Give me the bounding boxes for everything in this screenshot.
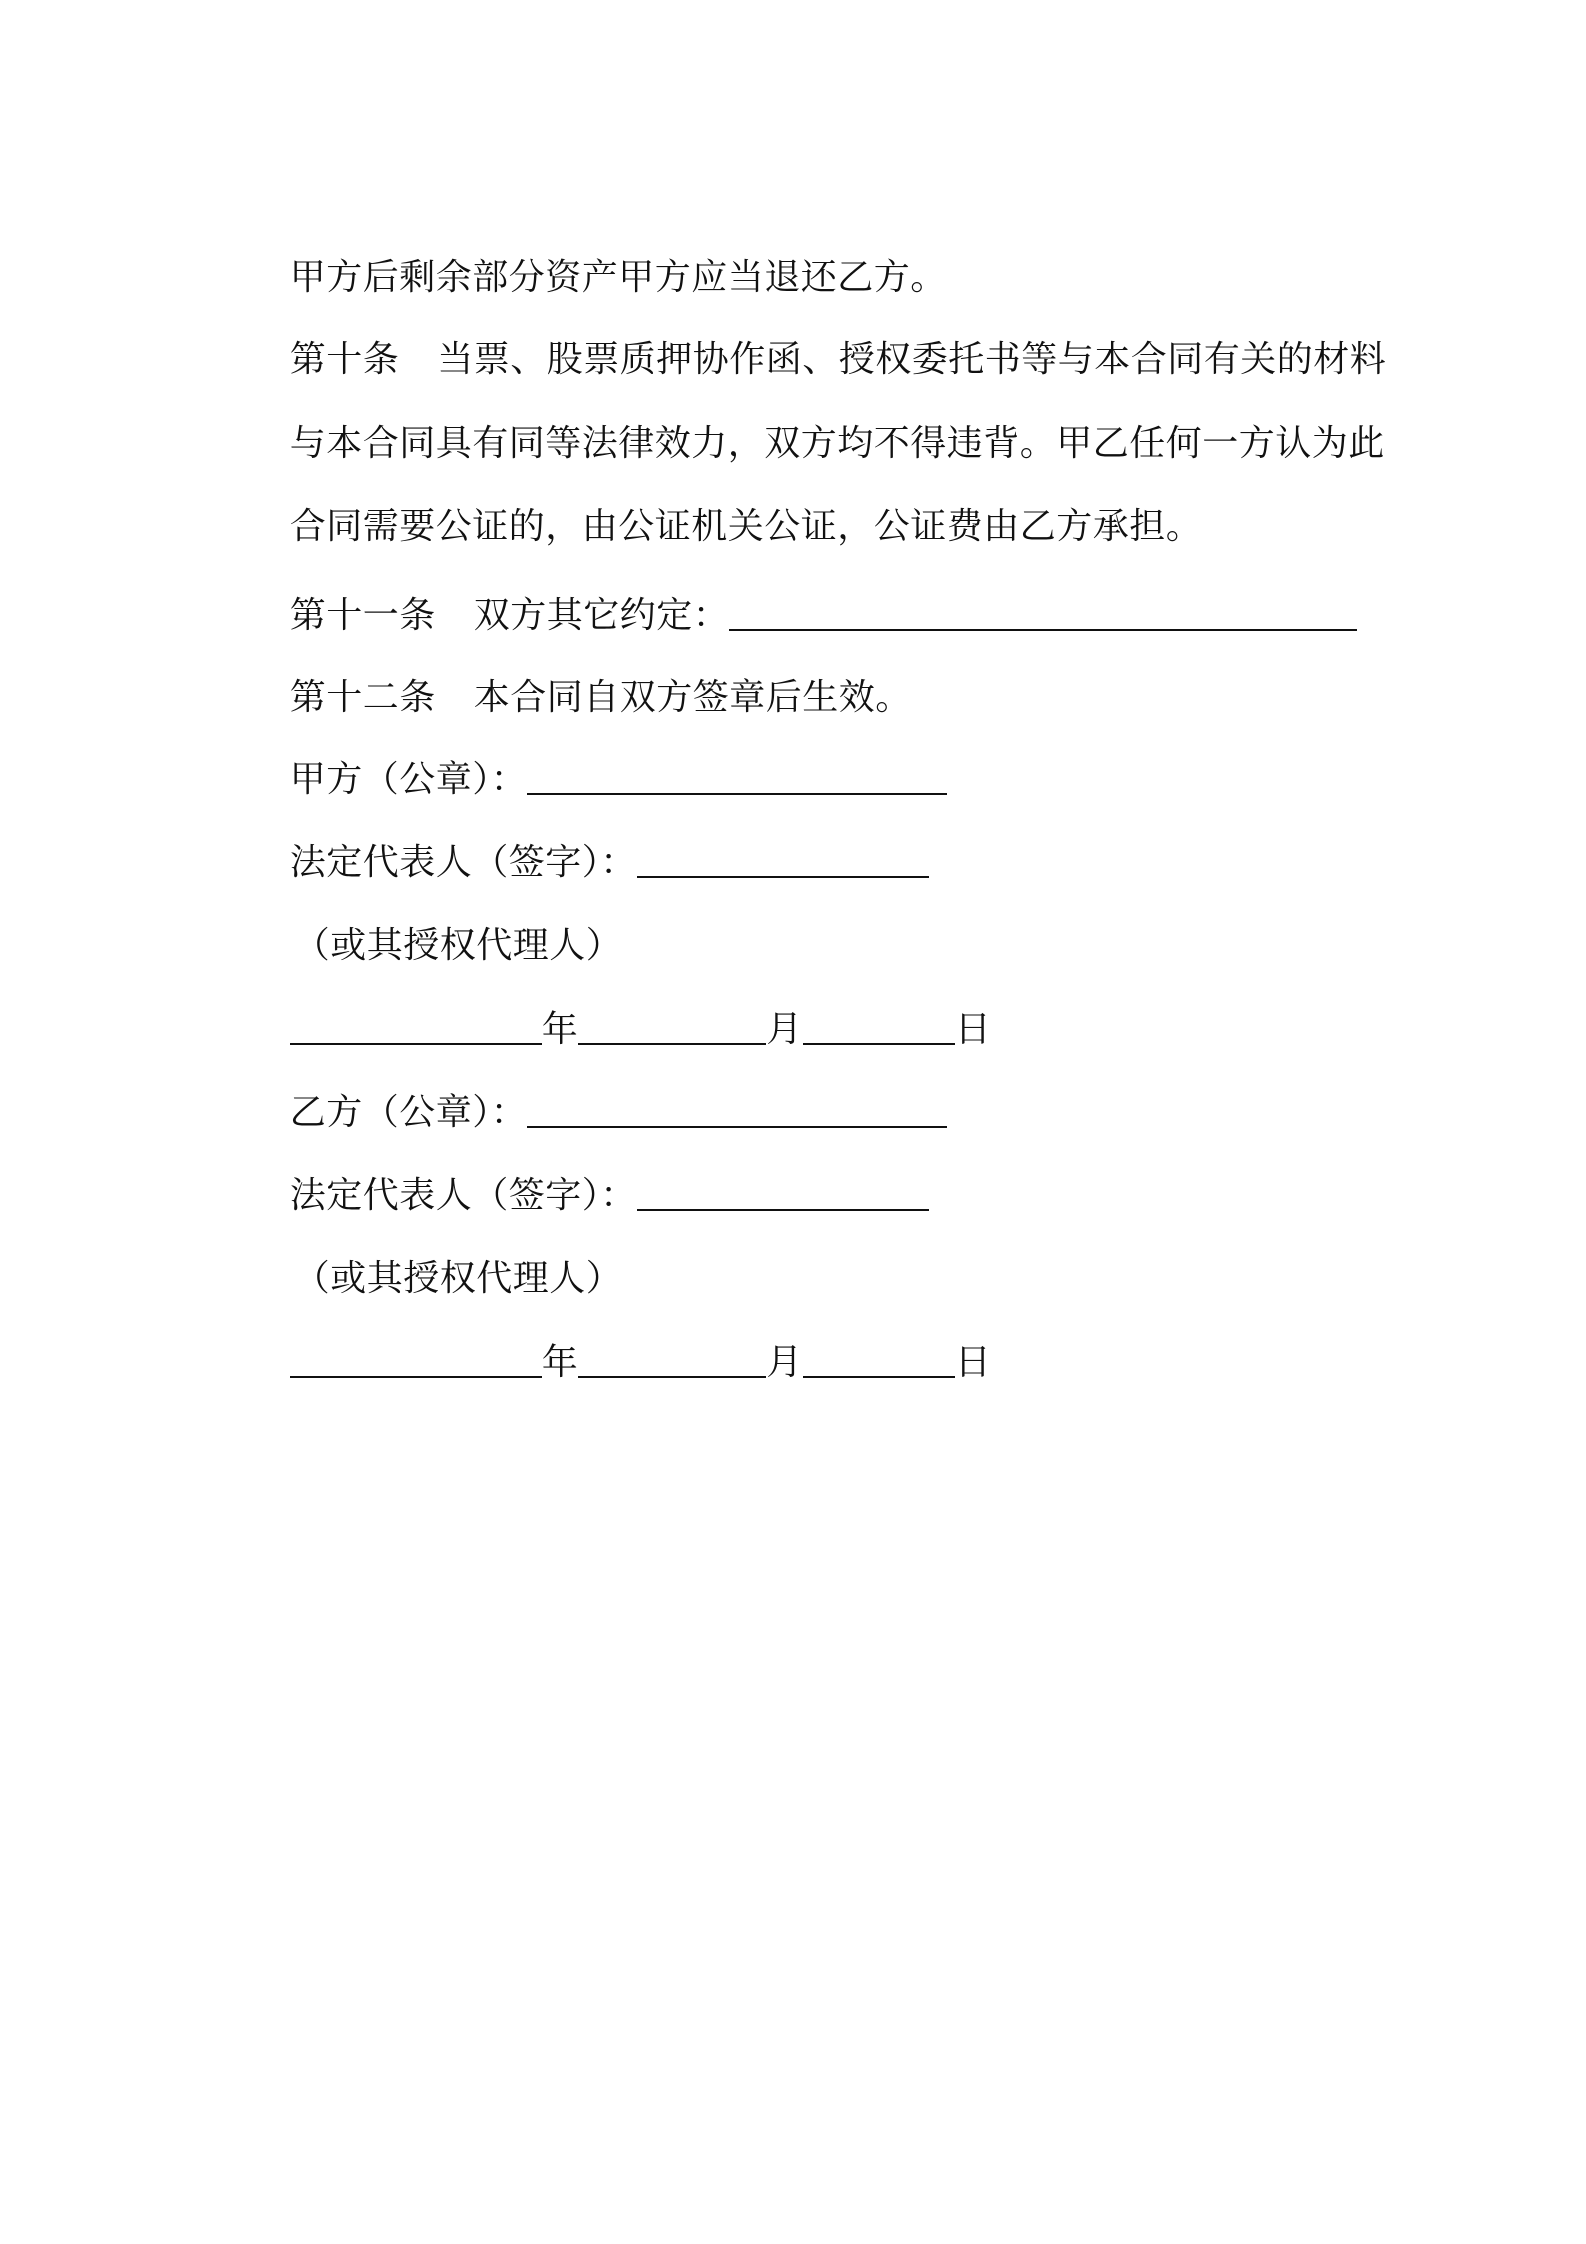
party-b-day-label: 日 (954, 1342, 992, 1383)
article-10-text-3: 合同需要公证的，由公证机关公证，公证费由乙方承担。 (289, 506, 1203, 547)
party-b-year-label: 年 (541, 1342, 579, 1383)
article-11-number: 第十一条 (289, 595, 436, 636)
party-a-rep-blank[interactable] (637, 844, 929, 878)
article-12-number: 第十二条 (289, 677, 436, 718)
party-a-agent-label: （或其授权代理人） (293, 925, 623, 966)
article-10-text-1: 当票、股票质押协作函、授权委托书等与本合同有关的材料 (437, 339, 1387, 380)
article-12-text: 本合同自双方签章后生效。 (473, 677, 912, 718)
party-a-day-blank[interactable] (803, 1011, 955, 1045)
article-11-text: 双方其它约定： (473, 595, 730, 636)
party-b-agent-label: （或其授权代理人） (293, 1258, 623, 1299)
party-a-day-label: 日 (954, 1009, 992, 1050)
article-10-text-2: 与本合同具有同等法律效力，双方均不得违背。甲乙任何一方认为此 (289, 423, 1385, 464)
article-10-number: 第十条 (289, 339, 400, 380)
party-a-rep-label: 法定代表人（签字）： (289, 842, 637, 883)
continued-text: 甲方后剩余部分资产甲方应当退还乙方。 (289, 257, 947, 298)
party-b-date (242, 1291, 991, 1435)
party-b-month-label: 月 (766, 1342, 803, 1383)
party-b-rep-blank[interactable] (637, 1177, 929, 1211)
party-b-year-blank[interactable] (290, 1344, 542, 1378)
party-a-seal-blank[interactable] (527, 761, 947, 795)
party-a-month-blank[interactable] (578, 1011, 766, 1045)
party-b-seal-label: 乙方（公章）： (289, 1092, 528, 1133)
party-b-rep-label: 法定代表人（签字）： (289, 1175, 637, 1216)
party-b-day-blank[interactable] (803, 1344, 955, 1378)
party-a-year-label: 年 (541, 1009, 579, 1050)
party-a-month-label: 月 (766, 1009, 803, 1050)
party-b-seal-blank[interactable] (527, 1094, 947, 1128)
party-a-year-blank[interactable] (290, 1011, 542, 1045)
party-a-seal-label: 甲方（公章）： (289, 759, 528, 800)
party-b-month-blank[interactable] (578, 1344, 766, 1378)
